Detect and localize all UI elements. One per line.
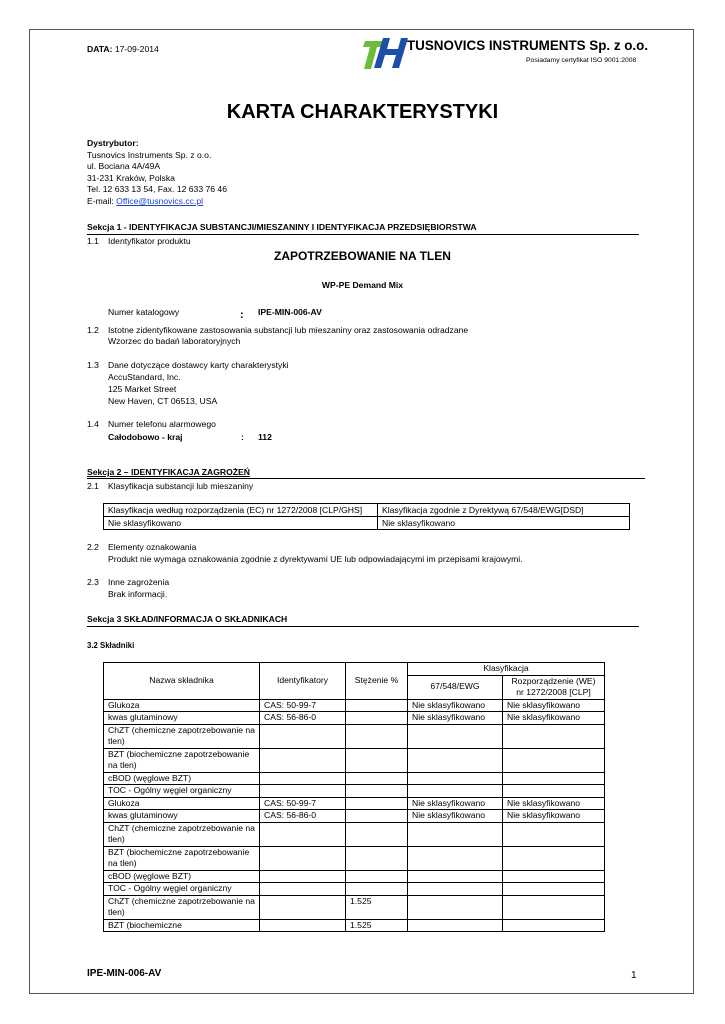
labelling-label: Elementy oznakowania xyxy=(108,542,197,552)
classification-label: Klasyfikacja substancji lub mieszaniny xyxy=(108,481,254,491)
table-cell-conc xyxy=(346,712,408,725)
table-cell-clp: Nie sklasyfikowano xyxy=(503,699,605,712)
distributor-label: Dystrybutor: xyxy=(87,138,139,148)
column-header: 67/548/EWG xyxy=(408,675,503,699)
column-header: Stężenie % xyxy=(346,663,408,700)
table-cell-id: CAS: 56-86-0 xyxy=(260,810,346,823)
table-cell-name: BZT (biochemiczne xyxy=(104,919,260,932)
table-row xyxy=(104,748,605,772)
emergency-phone-number: 112 xyxy=(258,432,272,442)
document-title: KARTA CHARAKTERYSTYKI xyxy=(226,101,499,123)
catalog-number: IPE-MIN-006-AV xyxy=(258,307,322,317)
table-cell-clp: Nie sklasyfikowano xyxy=(503,712,605,725)
table-cell-conc xyxy=(346,724,408,748)
table-cell-conc xyxy=(346,748,408,772)
table-cell-name: ChZT (chemiczne zapotrzebowanie na tlen) xyxy=(104,724,260,748)
table-cell: Nie sklasyfikowano xyxy=(104,517,378,530)
table-cell-id: CAS: 50-99-7 xyxy=(260,699,346,712)
supplier-line: Dane dotyczące dostawcy karty charakterystyki xyxy=(108,360,289,370)
table-row xyxy=(104,870,605,883)
distributor-line: Tusnovics Instruments Sp. z o.o. xyxy=(87,150,212,160)
table-cell-id xyxy=(260,724,346,748)
document-date xyxy=(87,44,159,56)
table-row xyxy=(104,517,630,530)
supplier-line: 125 Market Street xyxy=(108,384,177,394)
table-row xyxy=(104,724,605,748)
table-cell-dsd: Nie sklasyfikowano xyxy=(408,810,503,823)
table-cell-dsd xyxy=(408,846,503,870)
item-number: 1.2 xyxy=(87,325,99,335)
table-cell-clp xyxy=(503,748,605,772)
catalog-colon: : xyxy=(240,309,244,321)
table-cell-dsd xyxy=(408,822,503,846)
table-cell-name: TOC - Ogólny węgiel organiczny xyxy=(104,883,260,896)
table-cell-clp xyxy=(503,919,605,932)
table-cell-dsd: Nie sklasyfikowano xyxy=(408,699,503,712)
table-cell-name: Glukoza xyxy=(104,797,260,810)
table-row xyxy=(104,810,605,823)
table-cell-name: ChZT (chemiczne zapotrzebowanie na tlen) xyxy=(104,822,260,846)
table-cell-id xyxy=(260,846,346,870)
table-cell-conc xyxy=(346,846,408,870)
table-cell-id xyxy=(260,822,346,846)
page-number: 1 xyxy=(631,970,637,981)
supplier-line: New Haven, CT 06513, USA xyxy=(108,396,218,406)
section2-heading: Sekcja 2 – IDENTYFIKACJA ZAGROŻEŃ xyxy=(87,467,250,477)
section3-heading: Sekcja 3 SKŁAD/INFORMACJA O SKŁADNIKACH xyxy=(87,614,288,624)
column-header: Klasyfikacja xyxy=(408,663,605,676)
table-cell-clp xyxy=(503,724,605,748)
table-cell-clp xyxy=(503,772,605,785)
hazard-classification-table xyxy=(103,503,630,530)
table-cell-clp xyxy=(503,870,605,883)
table-cell-conc xyxy=(346,699,408,712)
table-cell-name: cBOD (węglowe BZT) xyxy=(104,870,260,883)
other-hazards-label: Inne zagrożenia xyxy=(108,577,170,587)
table-row xyxy=(104,504,630,517)
table-row xyxy=(104,699,605,712)
identified-uses-detail: Wzorzec do badań laboratoryjnych xyxy=(108,336,241,346)
table-cell-name: BZT (biochemiczne zapotrzebowanie na tlen) xyxy=(104,846,260,870)
table-cell-clp: Nie sklasyfikowano xyxy=(503,810,605,823)
table-cell-clp: Nie sklasyfikowano xyxy=(503,797,605,810)
table-cell-clp xyxy=(503,883,605,896)
table-cell-dsd xyxy=(408,919,503,932)
distributor-email xyxy=(87,196,203,208)
table-cell-id: CAS: 50-99-7 xyxy=(260,797,346,810)
section-divider xyxy=(87,478,645,479)
identified-uses: Istotne zidentyfikowane zastosowania substancji lub mieszaniny oraz zastosowania odradzane xyxy=(108,325,469,335)
table-row xyxy=(104,895,605,919)
table-row xyxy=(104,785,605,798)
table-cell-conc xyxy=(346,785,408,798)
table-cell-dsd: Nie sklasyfikowano xyxy=(408,797,503,810)
table-cell-name: kwas glutaminowy xyxy=(104,712,260,725)
table-row xyxy=(104,797,605,810)
email-link[interactable]: Office@tusnovics.cc.pl xyxy=(116,196,204,206)
table-cell-name: Glukoza xyxy=(104,699,260,712)
table-cell-dsd xyxy=(408,748,503,772)
table-cell-conc xyxy=(346,810,408,823)
supplier-line: AccuStandard, Inc. xyxy=(108,372,181,382)
table-cell-conc: 1.525 xyxy=(346,919,408,932)
product-subtitle: WP-PE Demand Mix xyxy=(321,280,404,290)
section1-heading: Sekcja 1 - IDENTYFIKACJA SUBSTANCJI/MIESZANINY I IDENTYFIKACJA PRZEDSIĘBIORSTWA xyxy=(87,222,477,232)
table-row xyxy=(104,883,605,896)
table-row xyxy=(104,712,605,725)
table-cell-id xyxy=(260,895,346,919)
table-cell-conc xyxy=(346,883,408,896)
table-row xyxy=(104,822,605,846)
table-cell-clp xyxy=(503,785,605,798)
item-number: 2.2 xyxy=(87,542,99,552)
emergency-phone-label: Numer telefonu alarmowego xyxy=(108,419,216,429)
column-header: Identyfikatory xyxy=(260,663,346,700)
table-cell: Nie sklasyfikowano xyxy=(378,517,630,530)
distributor-line: 31-231 Kraków, Polska xyxy=(87,173,175,183)
emergency-phone-colon: : xyxy=(241,432,244,442)
item-number: 1.3 xyxy=(87,360,99,370)
column-header: Nazwa składnika xyxy=(104,663,260,700)
table-cell-id: CAS: 56-86-0 xyxy=(260,712,346,725)
table-cell-conc xyxy=(346,772,408,785)
distributor-line: Tel. 12 633 13 54, Fax. 12 633 76 46 xyxy=(87,184,227,194)
table-cell-conc xyxy=(346,822,408,846)
table-header-cell: Klasyfikacja zgodnie z Dyrektywą 67/548/EWG[DSD] xyxy=(378,504,630,517)
table-cell-clp xyxy=(503,846,605,870)
company-name: TUSNOVICS INSTRUMENTS Sp. z o.o. xyxy=(407,38,649,53)
item-number: 2.1 xyxy=(87,481,99,491)
section-divider xyxy=(87,626,639,627)
item-number: 1.4 xyxy=(87,419,99,429)
email-label: E-mail: xyxy=(87,196,114,206)
table-cell-dsd xyxy=(408,785,503,798)
table-cell-id xyxy=(260,919,346,932)
table-cell-dsd xyxy=(408,724,503,748)
table-cell-name: kwas glutaminowy xyxy=(104,810,260,823)
section-divider xyxy=(87,234,639,235)
table-cell-id xyxy=(260,870,346,883)
date-label: DATA: xyxy=(87,44,113,54)
catalog-label: Numer katalogowy xyxy=(108,307,180,317)
table-cell-dsd xyxy=(408,870,503,883)
item-number: 1.1 xyxy=(87,236,99,246)
table-row xyxy=(104,919,605,932)
table-cell-name: BZT (biochemiczne zapotrzebowanie na tlen) xyxy=(104,748,260,772)
th-logo-icon xyxy=(362,34,410,70)
components-subheading: 3.2 Składniki xyxy=(87,641,135,650)
table-cell-id xyxy=(260,772,346,785)
column-header: Rozporządzenie (WE) nr 1272/2008 [CLP] xyxy=(503,675,605,699)
table-cell-name: ChZT (chemiczne zapotrzebowanie na tlen) xyxy=(104,895,260,919)
table-row xyxy=(104,772,605,785)
table-cell-clp xyxy=(503,895,605,919)
table-header-cell: Klasyfikacja według rozporządzenia (EC) nr 1272/2008 [CLP/GHS] xyxy=(104,504,378,517)
table-row xyxy=(104,846,605,870)
table-cell-name: TOC - Ogólny węgiel organiczny xyxy=(104,785,260,798)
company-logo xyxy=(362,34,410,70)
item-number: 2.3 xyxy=(87,577,99,587)
table-cell-dsd xyxy=(408,772,503,785)
table-cell-conc xyxy=(346,797,408,810)
labelling-detail: Produkt nie wymaga oznakowania zgodnie z dyrektywami UE lub odpowiadającymi im przepisami krajowymi. xyxy=(108,554,523,564)
components-table-body xyxy=(104,699,605,932)
table-cell-name: cBOD (węglowe BZT) xyxy=(104,772,260,785)
other-hazards-detail: Brak informacji. xyxy=(108,589,168,599)
emergency-phone-type: Całodobowo - kraj xyxy=(108,432,183,442)
table-cell-dsd xyxy=(408,895,503,919)
footer-code: IPE-MIN-006-AV xyxy=(87,968,162,979)
table-cell-dsd xyxy=(408,883,503,896)
components-table xyxy=(103,662,605,932)
table-cell-conc xyxy=(346,870,408,883)
company-certificate: Posiadamy certyfikat ISO 9001:2008 xyxy=(526,57,637,64)
table-cell-clp xyxy=(503,822,605,846)
date-value: 17-09-2014 xyxy=(114,44,159,54)
table-cell-id xyxy=(260,785,346,798)
table-cell-id xyxy=(260,748,346,772)
product-identifier-label: Identyfikator produktu xyxy=(108,236,191,246)
table-cell-id xyxy=(260,883,346,896)
table-cell-conc: 1.525 xyxy=(346,895,408,919)
distributor-line: ul. Bociana 4A/49A xyxy=(87,161,161,171)
table-cell-dsd: Nie sklasyfikowano xyxy=(408,712,503,725)
table-header-row xyxy=(104,663,605,676)
product-name: ZAPOTRZEBOWANIE NA TLEN xyxy=(274,249,451,263)
